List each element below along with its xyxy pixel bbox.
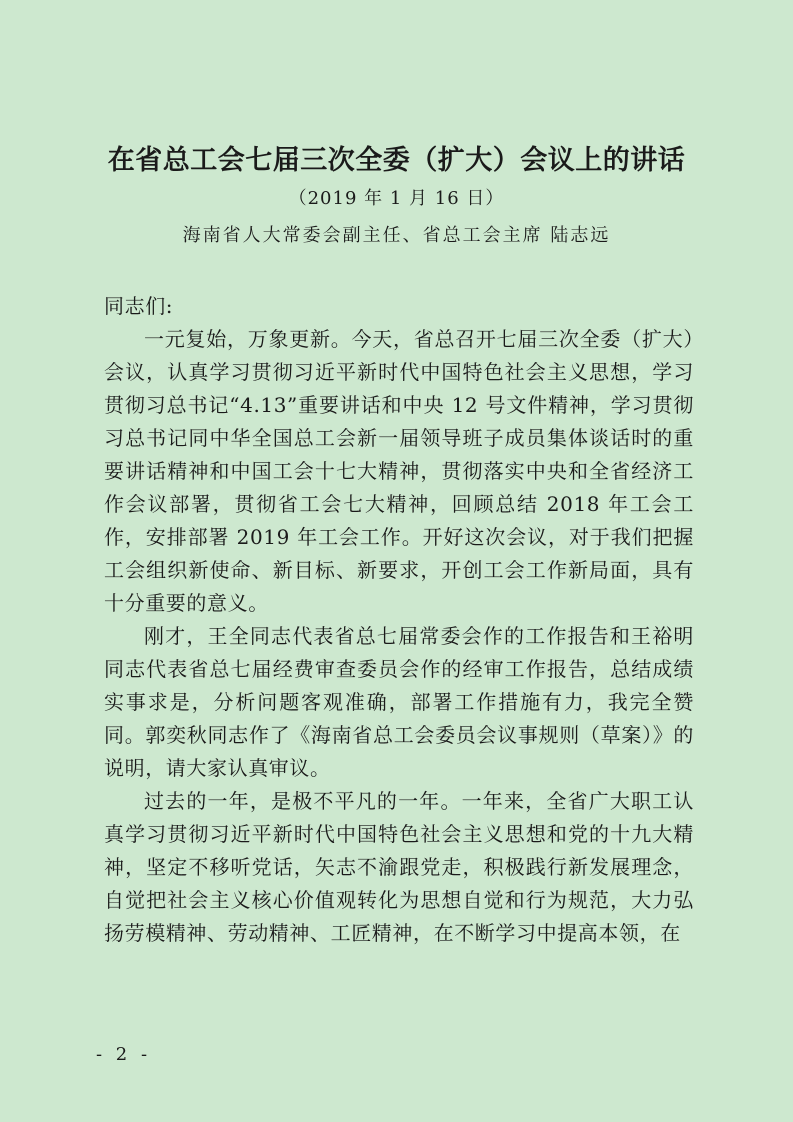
paragraph: 刚才，王全同志代表省总七届常委会作的工作报告和王裕明同志代表省总七届经费审查委员会作的经审工作报告，总结成绩实事求是，分析问题客观准确，部署工作措施有力，我完全赞同。郭奕秋同志作了《海南省总工会委员会议事规则（草案）》的说明，请大家认真审议。 [104,624,694,780]
paragraph: 一元复始，万象更新。今天，省总召开七届三次全委（扩大）会议，认真学习贯彻习近平新时代中国特色社会主义思想，学习贯彻习总书记“4.13”重要讲话和中央 12 号文件精神，学习贯彻习总书记同中华全国总工会新一届领导班子成员集体谈话时的重要讲话精神和中国工会十七大精神，贯彻落实中央和全省经济工作会议部署，贯彻省工会七大精神，回顾总结 2018 年工会工作，安排部署 2019 年工会工作。开好这次会议，对于我们把握工会组织新使命、新目标、新要求，开创工会工作新局面，具有十分重要的意义。 [104,327,694,615]
speech-body [104,290,694,950]
document-title: 在省总工会七届三次全委（扩大）会议上的讲话 [107,145,686,176]
speech-date: （2019 年 1 月 16 日） [288,188,505,209]
speaker-line: 海南省人大常委会副主任、省总工会主席 陆志远 [182,225,611,246]
paragraph: 过去的一年，是极不平凡的一年。一年来，全省广大职工认真学习贯彻习近平新时代中国特色社会主义思想和党的十九大精神，坚定不移听党话，矢志不渝跟党走，积极践行新发展理念，自觉把社会主义核心价值观转化为思想自觉和行为规范，大力弘扬劳模精神、劳动精神、工匠精神，在不断学习中提高本领，在 [104,789,694,945]
page-number: - 2 - [96,1044,152,1065]
salutation: 同志们: [104,294,174,318]
